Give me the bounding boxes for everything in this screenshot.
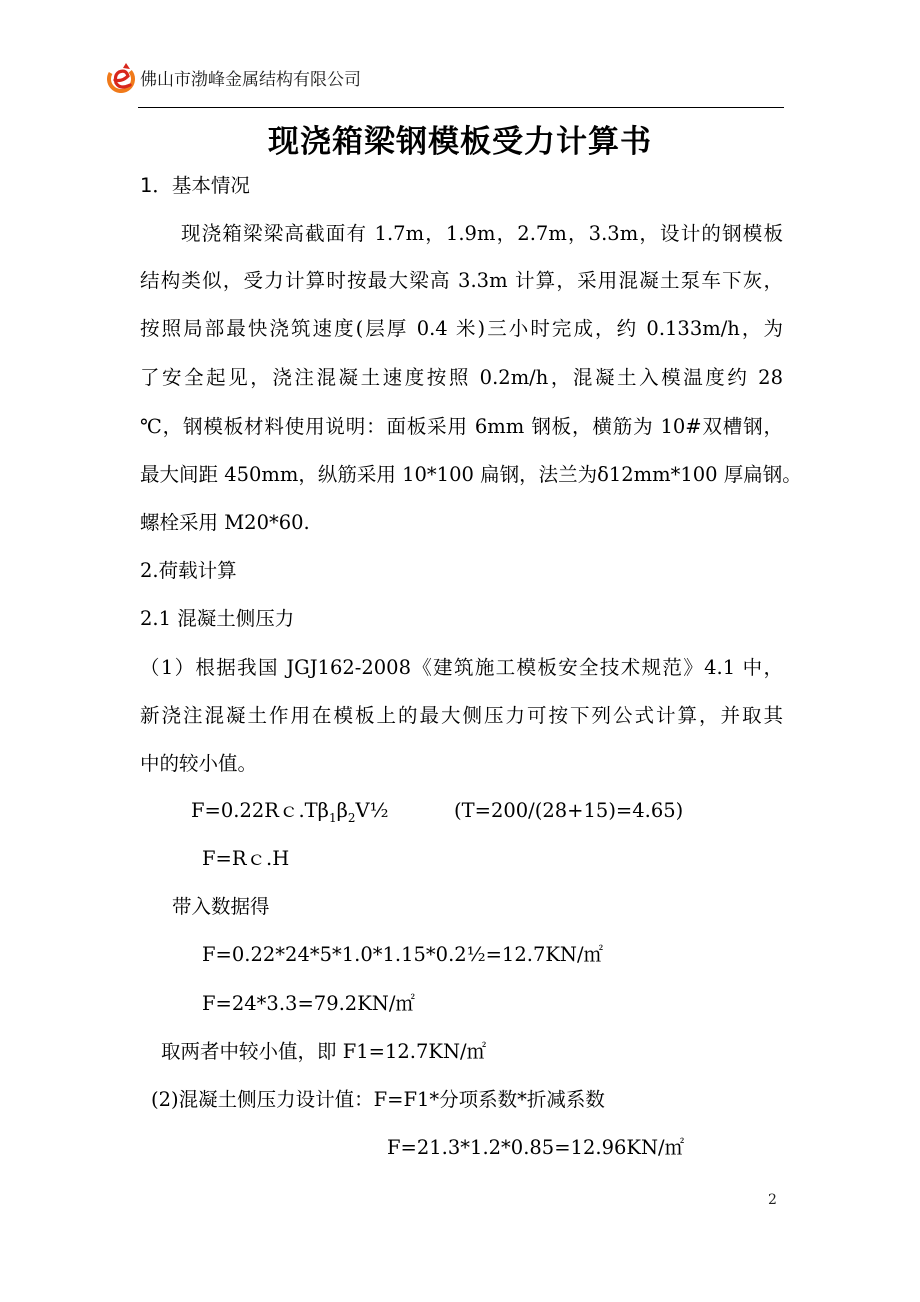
formula-max-lateral-pressure	[191, 799, 389, 830]
paragraph-line: 现浇箱梁梁高截面有 1.7m，1.9m，2.7m，3.3m，设计的钢模板	[181, 222, 783, 245]
section-heading-basic-info: 1．基本情况	[140, 174, 250, 197]
section-heading-load-calc: 2.荷载计算	[140, 559, 237, 582]
paragraph-line: 按照局部最快浇筑速度(层厚 0.4 米)三小时完成，约 0.133m/h，为	[140, 317, 783, 340]
calculation-2: F=24*3.3=79.2KN/㎡	[202, 992, 415, 1015]
paragraph-line: 最大间距 450mm，纵筋采用 10*100 扁钢，法兰为δ12mm*100 厚扁钢。	[140, 463, 802, 486]
company-name: 佛山市渤峰金属结构有限公司	[140, 70, 361, 90]
minimum-value: 取两者中较小值，即 F1=12.7KN/㎡	[161, 1040, 487, 1063]
formula-note: (T=200/(28+15)=4.65)	[454, 799, 684, 822]
document-title: 现浇箱梁钢模板受力计算书	[268, 124, 652, 160]
formula-tail: V½	[355, 799, 389, 822]
substitute-label: 带入数据得	[172, 895, 270, 918]
page-number: 2	[768, 1192, 777, 1208]
company-logo-icon	[106, 60, 138, 94]
formula-subscript-2: 2	[347, 810, 356, 825]
paragraph-line: 新浇注混凝土作用在模板上的最大侧压力可按下列公式计算，并取其	[140, 704, 783, 727]
calculation-1: F=0.22*24*5*1.0*1.15*0.2½=12.7KN/㎡	[202, 943, 604, 966]
paragraph-line: （1）根据我国 JGJ162-2008《建筑施工模板安全技术规范》4.1 中，	[140, 656, 783, 679]
design-value-label: (2)混凝土侧压力设计值：F=F1*分项系数*折减系数	[151, 1088, 605, 1111]
formula-beta: β	[336, 799, 348, 822]
formula-pressure-height: F=Rｃ.H	[202, 847, 290, 870]
formula-subscript-1: 1	[328, 810, 337, 825]
paragraph-line: ℃，钢模板材料使用说明：面板采用 6mm 钢板，横筋为 10#双槽钢，	[140, 415, 783, 438]
paragraph-line: 了安全起见，浇注混凝土速度按照 0.2m/h，混凝土入模温度约 28	[140, 366, 783, 389]
paragraph-line: 中的较小值。	[140, 752, 258, 775]
paragraph-line: 结构类似，受力计算时按最大梁高 3.3m 计算，采用混凝土泵车下灰，	[140, 269, 783, 292]
design-value-calculation: F=21.3*1.2*0.85=12.96KN/㎡	[387, 1136, 685, 1159]
sub-heading-lateral-pressure: 2.1 混凝土侧压力	[140, 607, 295, 630]
page-header	[106, 60, 784, 108]
formula-main: F=0.22Rｃ.Tβ	[191, 799, 329, 822]
paragraph-line: 螺栓采用 M20*60.	[140, 511, 310, 534]
header-divider	[138, 107, 784, 108]
